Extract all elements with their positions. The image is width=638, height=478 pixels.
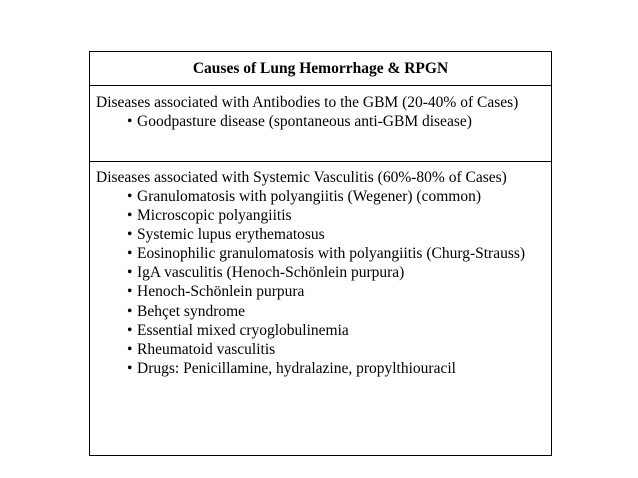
- list-item: [127, 302, 525, 321]
- bullet-icon: •: [127, 207, 133, 225]
- list-item-label: Henoch-Schönlein purpura: [137, 283, 305, 301]
- vasculitis-disease-list: [127, 187, 525, 378]
- bullet-icon: •: [127, 264, 133, 282]
- list-item-label: IgA vasculitis (Henoch-Schönlein purpura): [137, 264, 405, 282]
- list-item: [127, 244, 525, 263]
- list-item: [127, 112, 472, 131]
- bullet-icon: •: [127, 283, 133, 301]
- list-item-label: Essential mixed cryoglobulinemia: [137, 321, 349, 339]
- gbm-antibody-section: [90, 86, 551, 162]
- vasculitis-section-heading: Diseases associated with Systemic Vasculitis (60%-80% of Cases): [96, 169, 507, 186]
- causes-table: [89, 51, 552, 456]
- list-item: [127, 321, 525, 340]
- list-item-label: Behçet syndrome: [137, 302, 246, 320]
- list-item-label: Rheumatoid vasculitis: [137, 340, 276, 358]
- bullet-icon: •: [127, 113, 133, 130]
- list-item-label: Eosinophilic granulomatosis with polyangiitis (Churg-Strauss): [137, 245, 526, 263]
- list-item: [127, 187, 525, 206]
- list-item-label: Granulomatosis with polyangiitis (Wegener) (common): [137, 188, 481, 205]
- list-item-label: Goodpasture disease (spontaneous anti-GBM disease): [137, 113, 472, 130]
- table-header-row: [90, 52, 551, 86]
- list-item-label: Drugs: Penicillamine, hydralazine, propylthiouracil: [137, 359, 456, 377]
- bullet-icon: •: [127, 245, 133, 263]
- bullet-icon: •: [127, 226, 133, 244]
- bullet-icon: •: [127, 359, 133, 377]
- gbm-disease-list: [127, 112, 472, 131]
- gbm-section-heading: Diseases associated with Antibodies to the GBM (20-40% of Cases): [96, 94, 519, 111]
- list-item-label: Microscopic polyangiitis: [137, 207, 292, 225]
- list-item: [127, 206, 525, 225]
- list-item: [127, 340, 525, 359]
- bullet-icon: •: [127, 302, 133, 320]
- list-item: [127, 359, 525, 378]
- bullet-icon: •: [127, 188, 133, 205]
- vasculitis-section: [90, 162, 551, 455]
- bullet-icon: •: [127, 340, 133, 358]
- list-item-label: Systemic lupus erythematosus: [137, 226, 325, 244]
- list-item: [127, 282, 525, 301]
- list-item: [127, 225, 525, 244]
- table-title: Causes of Lung Hemorrhage & RPGN: [192, 60, 449, 77]
- list-item: [127, 263, 525, 282]
- bullet-icon: •: [127, 321, 133, 339]
